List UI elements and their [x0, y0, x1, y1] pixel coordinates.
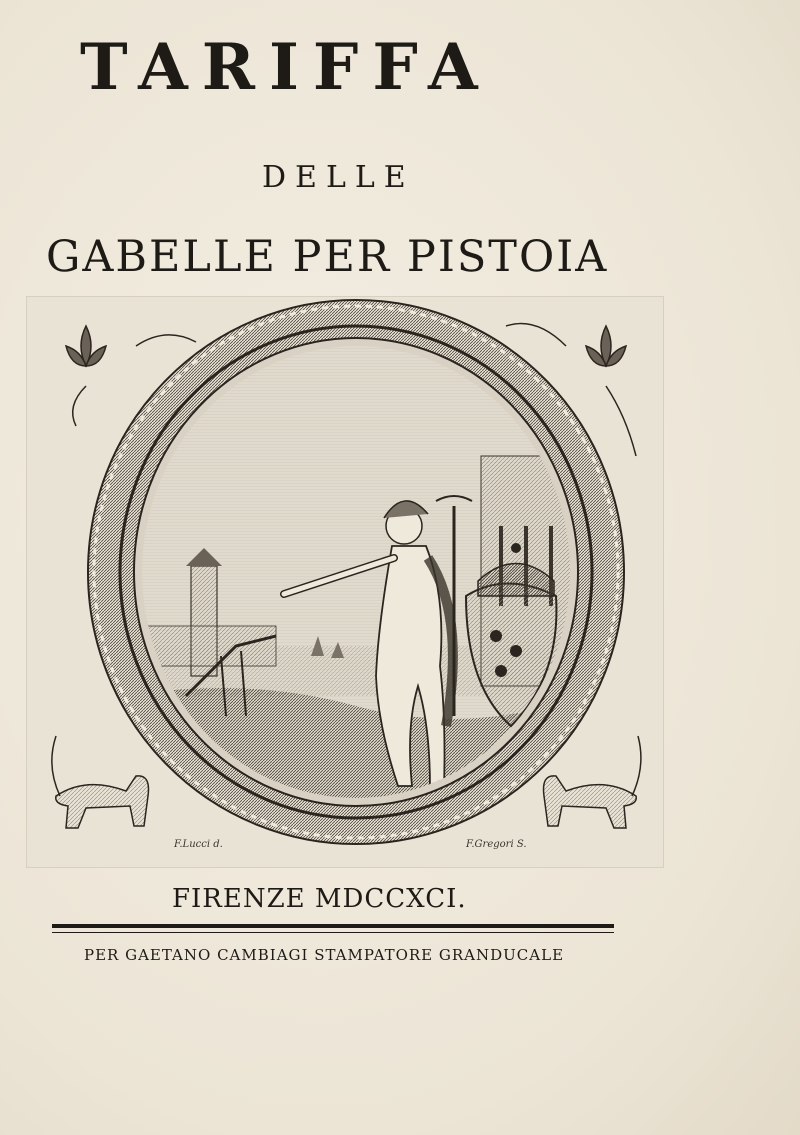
printer-line: PER GAETANO CAMBIAGI STAMPATORE GRANDUCALE — [84, 946, 565, 964]
book-title: TARIFFA — [80, 30, 492, 105]
title-connector: DELLE — [262, 160, 415, 195]
imprint-rule-thin — [52, 932, 614, 933]
artist-signature: F.Lucci d. — [174, 839, 223, 850]
engraving-plate — [26, 296, 664, 868]
engraver-signature: F.Gregori S. — [466, 839, 527, 850]
imprint-place-date: FIRENZE MDCCXCI. — [172, 884, 467, 914]
engraving-illustration — [26, 296, 664, 868]
book-subtitle: GABELLE PER PISTOIA — [46, 232, 609, 282]
lion-left-icon — [52, 736, 149, 828]
imprint-rule-thick — [52, 924, 614, 928]
